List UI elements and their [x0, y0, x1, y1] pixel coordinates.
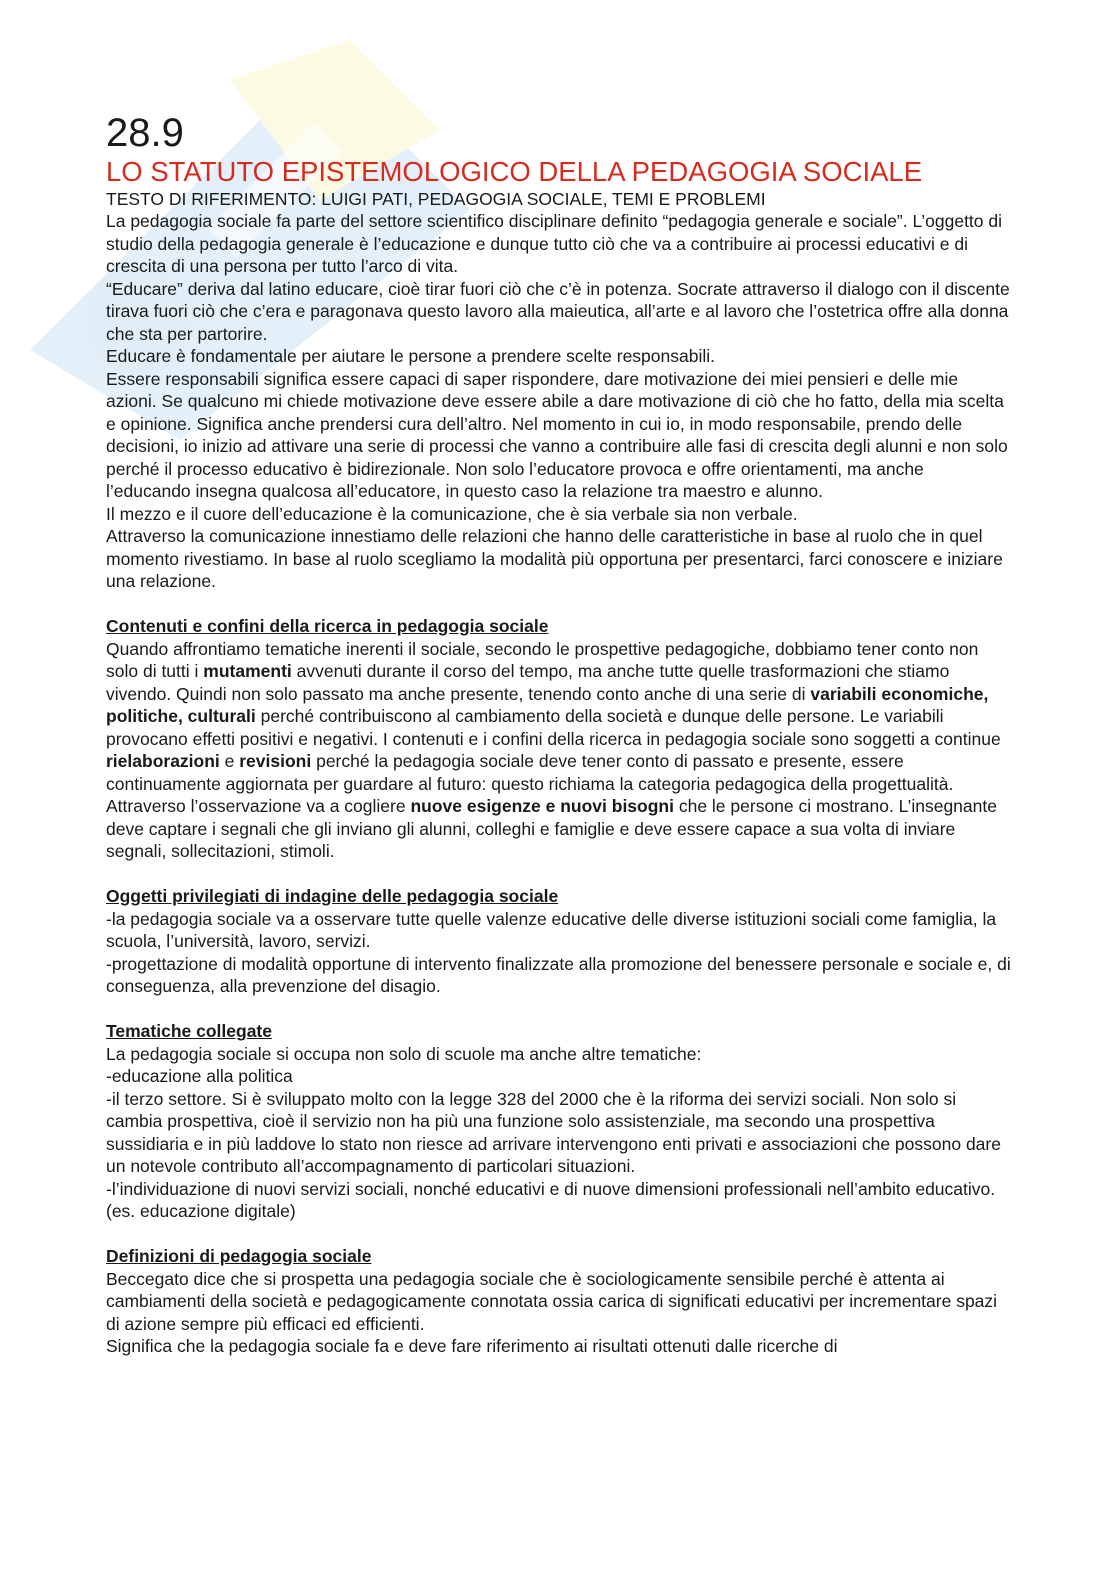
definizioni-section [106, 1245, 1011, 1358]
list-item: -il terzo settore. Si è sviluppato molto con la legge 328 del 2000 che è la riforma dei servizi sociali. Non solo si cambia prospettiva, cioè il servizio non ha più una funzione solo assistenziale, ma secondo una prospettiva sussidiaria e in più laddove lo stato non riesce ad arrivare intervengono enti privati e associazioni che possono dare un notevole contributo all’accompagnamento di particolari situazioni. [106, 1088, 1001, 1176]
paragraph: Essere responsabili significa essere capaci di saper rispondere, dare motivazione dei miei pensieri e delle mie azioni. Se qualcuno mi chiede motivazione deve essere abile a dare motivazione di ciò che ho fatto, della mia scelta e opinione. Significa anche prendersi cura dell’altro. Nel momento in cui io, in modo responsabile, prendo delle decisioni, io inizio ad attivare una serie di processi che vanno a contribuire alle fasi di crescita degli alunni e non solo perché il processo educativo è bidirezionale. Non solo l’educatore provoca e offre orientamenti, ma anche l’educando insegna qualcosa all’educatore, in questo caso la relazione tra maestro e alunno. [106, 368, 1008, 501]
bold-term: mutamenti [203, 661, 292, 681]
paragraph: Il mezzo e il cuore dell’educazione è la comunicazione, che è sia verbale sia non verbale. [106, 503, 798, 524]
bold-term: rielaborazioni [106, 751, 220, 771]
chapter-number: 28.9 [106, 111, 184, 155]
paragraph: Significa che la pedagogia sociale fa e deve fare riferimento ai risultati ottenuti dalle ricerche di [106, 1336, 838, 1356]
section-heading: Tematiche collegate [106, 1021, 272, 1041]
intro-section [106, 210, 1011, 593]
paragraph: Attraverso la comunicazione innestiamo delle relazioni che hanno delle caratteristiche in base al ruolo che in quel momento rivestiamo. In base al ruolo scegliamo la modalità più opportuna per presentarci, farci conoscere e iniziare una relazione. [106, 526, 1003, 591]
document-page [106, 110, 1011, 1358]
paragraph: Beccegato dice che si prospetta una pedagogia sociale che è sociologicamente sensibile perché è attenta ai cambiamenti della società e pedagogicamente connotata ossia carica di significati educativi per incrementare spazi di azione sempre più efficaci ed efficienti. [106, 1268, 998, 1334]
list-item: -la pedagogia sociale va a osservare tutte quelle valenze educative delle diverse istituzioni sociali come famiglia, la scuola, l’università, lavoro, servizi. [106, 908, 997, 951]
list-item: -l’individuazione di nuovi servizi sociali, nonché educativi e di nuove dimensioni professionali nell’ambito educativo. (es. educazione digitale) [106, 1178, 996, 1221]
text-run: e [219, 751, 240, 771]
paragraph: La pedagogia sociale si occupa non solo di scuole ma anche altre tematiche: [106, 1043, 702, 1064]
paragraph: “Educare” deriva dal latino educare, cioè tirar fuori ciò che c’è in potenza. Socrate attraverso il dialogo con il discente tirava fuori ciò che c’era e paragonava questo lavoro alla maieutica, all’arte e al lavoro che l’ostetrica offre alla donna che sta per partorire. [106, 278, 1010, 344]
reference-text: TESTO DI RIFERIMENTO: LUIGI PATI, PEDAGOGIA SOCIALE, TEMI E PROBLEMI [106, 189, 766, 209]
contenuti-section [106, 615, 1011, 863]
tematiche-section [106, 1020, 1011, 1223]
text-run: che le persone ci mostrano. L’insegnante deve captare i segnali che gli inviano gli alunni, colleghi e famiglie e deve essere capace a sua volta di inviare segnali, sollecitazioni, stimoli. [106, 796, 997, 861]
text-run: Quando affrontiamo tematiche inerenti il sociale, secondo le prospettive pedagogiche, dobbiamo tener conto non solo di tutti i [106, 638, 979, 681]
paragraph: La pedagogia sociale fa parte del settore scientifico disciplinare definito “pedagogia generale e sociale”. L’oggetto di studio della pedagogia generale è l’educazione e dunque tutto ciò che va a contribuire ai processi educativi e di crescita di una persona per tutto l’arco di vita. [106, 211, 1003, 276]
chapter-title: LO STATUTO EPISTEMOLOGICO DELLA PEDAGOGIA SOCIALE [106, 156, 923, 187]
bold-term: revisioni [239, 751, 312, 771]
text-run: perché la pedagogia sociale deve tener conto di passato e presente, essere continuamente aggiornata per guardare al futuro: questo richiama la categoria pedagogica della progettualità. Attraverso l’osservazione va a cogliere [106, 751, 954, 816]
list-item: -progettazione di modalità opportune di intervento finalizzate alla promozione del benessere personale e sociale e, di conseguenza, alla prevenzione del disagio. [106, 953, 1011, 996]
text-run: avvenuti durante il corso del tempo, ma anche tutte quelle trasformazioni che stiamo vivendo. Quindi non solo passato ma anche presente, tenendo conto anche di una serie di [106, 661, 950, 704]
paragraph [106, 638, 1011, 863]
section-heading: Oggetti privilegiati di indagine delle pedagogia sociale [106, 886, 559, 906]
section-heading: Contenuti e confini della ricerca in pedagogia sociale [106, 616, 549, 636]
list-item: -educazione alla politica [106, 1066, 293, 1086]
oggetti-section [106, 885, 1011, 998]
text-run: perché contribuiscono al cambiamento della società e dunque delle persone. Le variabili provocano effetti positivi e negativi. I contenuti e i confini della ricerca in pedagogia sociale sono soggetti a continue [106, 706, 1001, 749]
bold-term: variabili economiche, politiche, culturali [106, 683, 989, 726]
paragraph: Educare è fondamentale per aiutare le persone a prendere scelte responsabili. [106, 346, 715, 366]
bold-term: nuove esigenze e nuovi bisogni [410, 796, 674, 816]
section-heading: Definizioni di pedagogia sociale [106, 1246, 372, 1266]
